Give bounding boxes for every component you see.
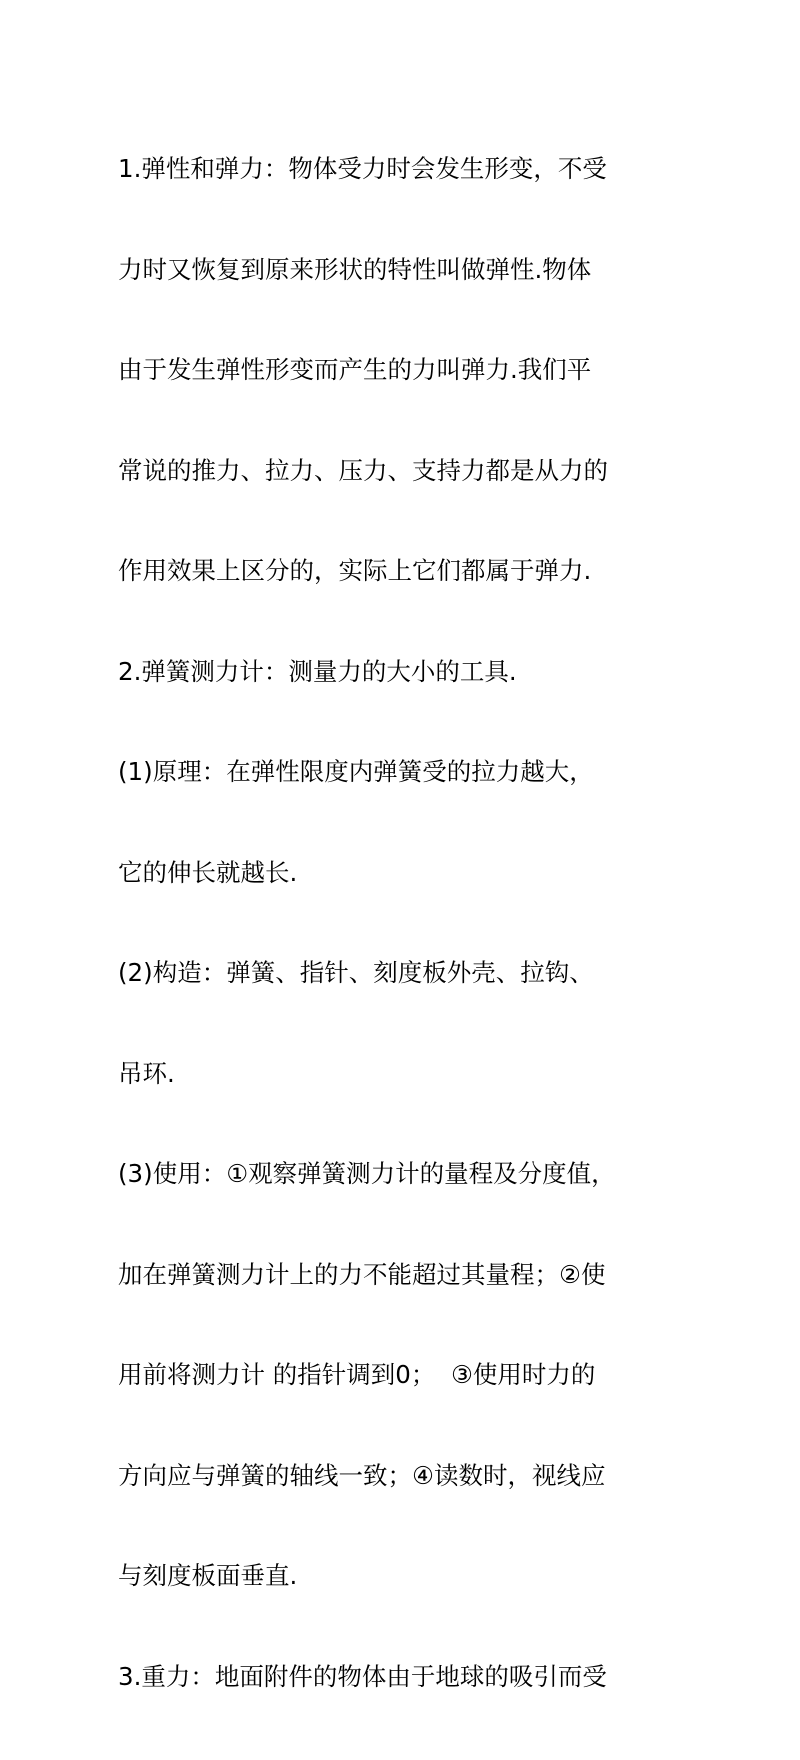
text-line: 作用效果上区分的，实际上它们都属于弹力. xyxy=(118,556,592,585)
text-line: 用前将测力计 的指针调到0； ③使用时力的 xyxy=(118,1360,596,1389)
text-line: (1)原理：在弹性限度内弹簧受的拉力越大， xyxy=(118,757,594,786)
text-line: 方向应与弹簧的轴线一致；④读数时，视线应 xyxy=(118,1460,606,1490)
body-text xyxy=(118,85,658,1760)
text-line: (3)使用：①观察弹簧测力计的量程及分度值， xyxy=(118,1159,616,1188)
text-line: 与刻度板面垂直. xyxy=(118,1561,298,1590)
text-line: 由于发生弹性形变而产生的力叫弹力.我们平 xyxy=(118,355,592,384)
text-line: 吊环. xyxy=(118,1058,175,1088)
text-line: 常说的推力、拉力、压力、支持力都是从力的 xyxy=(118,455,608,485)
text-line: (2)构造：弹簧、指针、刻度板外壳、拉钩、 xyxy=(118,958,594,987)
text-line: 2.弹簧测力计：测量力的大小的工具. xyxy=(118,656,517,686)
text-line: 加在弹簧测力计上的力不能超过其量程；②使 xyxy=(118,1259,606,1289)
text-line: 力时又恢复到原来形状的特性叫做弹性.物体 xyxy=(118,254,592,284)
text-line: 1.弹性和弹力：物体受力时会发生形变，不受 xyxy=(118,154,607,183)
text-line: 它的伸长就越长. xyxy=(118,857,298,887)
text-line: 3.重力：地面附件的物体由于地球的吸引而受 xyxy=(118,1661,607,1691)
